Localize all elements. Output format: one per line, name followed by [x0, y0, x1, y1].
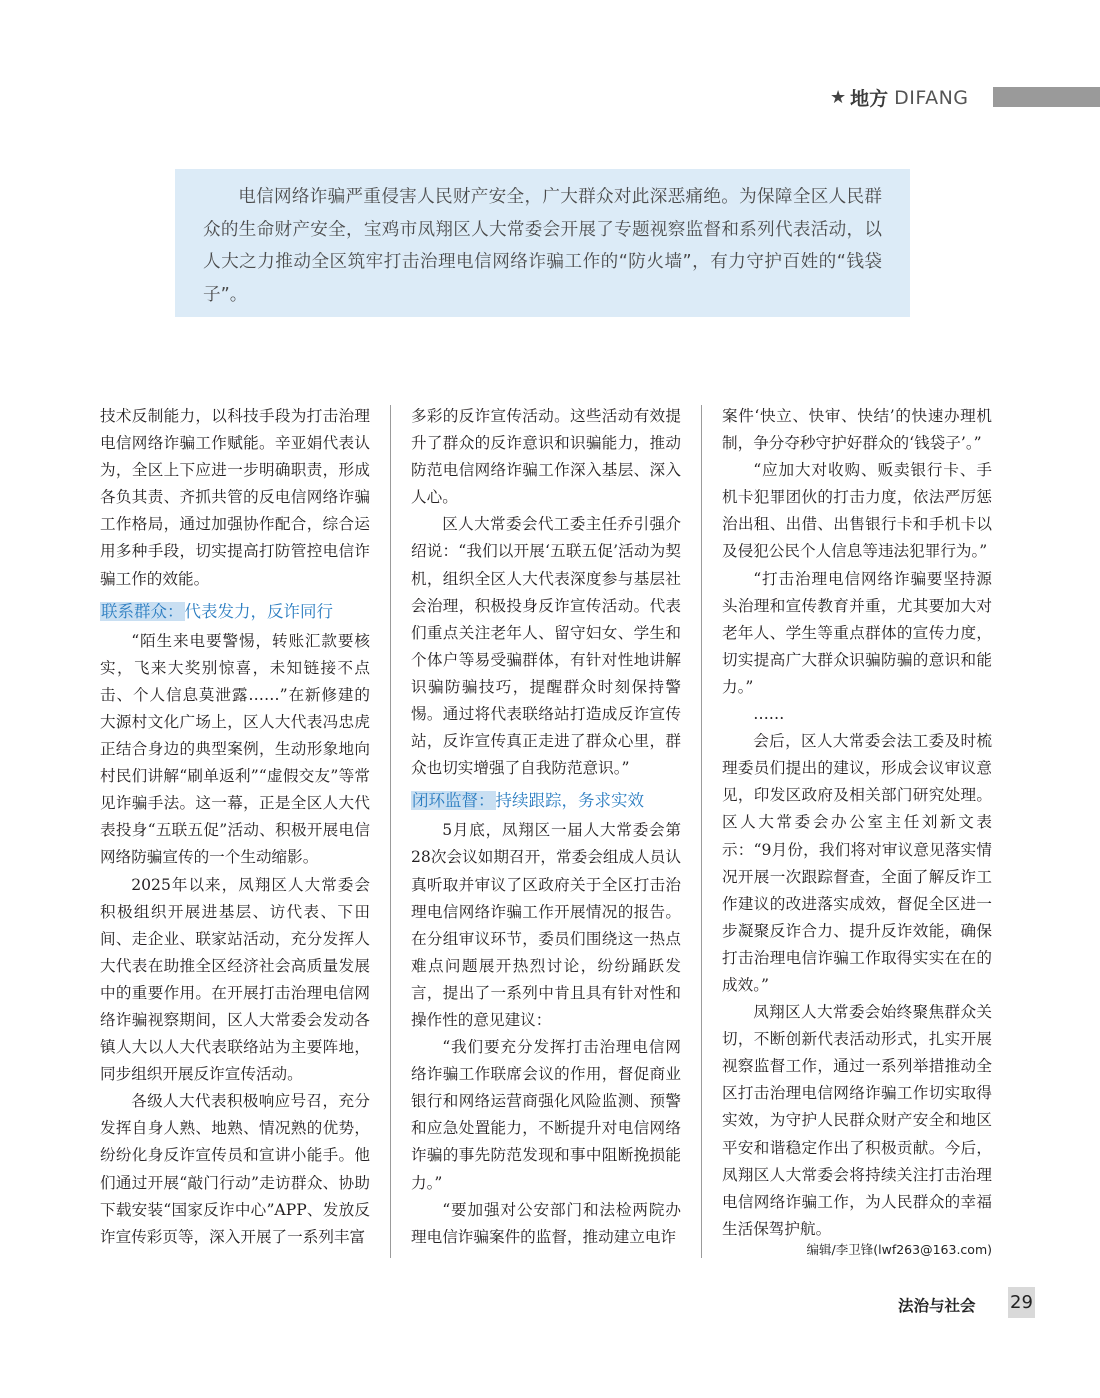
paragraph: 5月底，凤翔区一届人大常委会第28次会议如期召开，常委会组成人员认真听取并审议了区政府关于全区打击治理电信网络诈骗工作开展情况的报告。在分组审议环节，委员们围绕这一热点难点问题展开热烈讨论，纷纷踊跃发言，提出了一系列中肯且具有针对性和操作性的意见建议：	[411, 821, 681, 1029]
editor-credit: 编辑/李卫锋(lwf263@163.com)	[806, 1242, 992, 1257]
subheading-contact-masses	[100, 600, 370, 624]
paragraph: “我们要充分发挥打击治理电信网络诈骗工作联席会议的作用，督促商业银行和网络运营商强化风险监测、预警和应急处置能力，不断提升对电信网络诈骗的事先防范发现和事中阻断挽损能力。”	[411, 1038, 681, 1192]
paragraph: 技术反制能力，以科技手段为打击治理电信网络诈骗工作赋能。辛亚娟代表认为，全区上下应进一步明确职责，形成各负其责、齐抓共管的反电信网络诈骗工作格局，通过加强协作配合，综合运用多种手段，切实提高打防管控电信诈骗工作的效能。	[100, 407, 370, 588]
subheading-highlight: 联系群众：	[101, 601, 184, 621]
star-icon: ★	[830, 87, 847, 108]
paragraph: 多彩的反诈宣传活动。这些活动有效提升了群众的反诈意识和识骗能力，推动防范电信网络诈骗工作深入基层、深入人心。	[411, 407, 681, 507]
paragraph: “打击治理电信网络诈骗要坚持源头治理和宣传教育并重，尤其要加大对老年人、学生等重点群体的宣传力度，切实提高广大群众识骗防骗的意识和能力。”	[722, 569, 992, 696]
magazine-name: 法治与社会	[898, 1297, 976, 1315]
paragraph: 区人大常委会代工委主任乔引强介绍说：“我们以开展‘五联五促’活动为契机，组织全区人大代表深度参与基层社会治理，积极投身反诈宣传活动。代表们重点关注老年人、留守妇女、学生和个体户等易受骗群体，有针对性地讲解识骗防骗技巧，提醒群众时刻保持警惕。通过将代表联络站打造成反诈宣传站，反诈宣传真正走进了群众心里，群众也切实增强了自我防范意识。”	[411, 515, 681, 778]
paragraph: 各级人大代表积极响应号召，充分发挥自身人熟、地熟、情况熟的优势，纷纷化身反诈宣传员和宣讲小能手。他们通过开展“敲门行动”走访群众、协助下载安装“国家反诈中心”APP、发放反诈宣传彩页等，深入开展了一系列丰富	[100, 1092, 370, 1246]
section-name-pinyin: DIFANG	[894, 86, 969, 109]
article-column-3	[722, 403, 992, 1263]
subheading-text: 持续跟踪，务求实效	[495, 791, 644, 811]
paragraph: “要加强对公安部门和法检两院办理电信诈骗案件的监督，推动建立电诈	[411, 1200, 681, 1246]
paragraph: 案件‘快立、快审、快结’的快速办理机制，争分夺秒守护好群众的‘钱袋子’。”	[722, 407, 992, 453]
paragraph: ……	[753, 705, 785, 724]
page-number: 29	[1008, 1287, 1035, 1318]
paragraph: 会后，区人大常委会法工委及时梳理委员们提出的建议，形成会议审议意见，印发区政府及相关部门研究处理。区人大常委会办公室主任刘新文表示：“9月份，我们将对审议意见落实情况开展一次跟踪督查，全面了解反诈工作建议的改进落实成效，督促全区进一步凝聚反诈合力、提升反诈效能，确保打击治理电信诈骗工作取得实实在在的成效。”	[722, 732, 992, 994]
intro-box	[175, 169, 910, 317]
intro-text: 电信网络诈骗严重侵害人民财产安全，广大群众对此深恶痛绝。为保障全区人民群众的生命财产安全，宝鸡市凤翔区人大常委会开展了专题视察监督和系列代表活动，以人大之力推动全区筑牢打击治理电信网络诈骗工作的“防火墙”，有力守护百姓的“钱袋子”。	[203, 187, 882, 305]
article-column-2	[411, 403, 681, 1263]
section-bar	[993, 87, 1100, 107]
column-divider	[701, 405, 702, 1258]
subheading-highlight: 闭环监督：	[412, 791, 495, 811]
section-name: 地方	[850, 88, 889, 110]
paragraph: 2025年以来，凤翔区人大常委会积极组织开展进基层、访代表、下田间、走企业、联家站活动，充分发挥人大代表在助推全区经济社会高质量发展中的重要作用。在开展打击治理电信网络诈骗视察期间，区人大常委会发动各镇人大以人大代表联络站为主要阵地，同步组织开展反诈宣传活动。	[100, 875, 370, 1084]
paragraph: 凤翔区人大常委会始终聚焦群众关切，不断创新代表活动形式，扎实开展视察监督工作，通过一系列举措推动全区打击治理电信网络诈骗工作切实取得实效，为守护人民群众财产安全和地区平安和谐稳定作出了积极贡献。今后，凤翔区人大常委会将持续关注打击治理电信网络诈骗工作，为人民群众的幸福生活保驾护航。	[722, 1003, 992, 1238]
article-column-1	[100, 403, 370, 1263]
section-tag	[830, 84, 969, 111]
subheading-text: 代表发力，反诈同行	[184, 601, 333, 621]
column-divider	[390, 405, 391, 1258]
paragraph: “陌生来电要警惕，转账汇款要核实，飞来大奖别惊喜，未知链接不点击、个人信息莫泄露……”在新修建的大源村文化广场上，区人大代表冯忠虎正结合身边的典型案例，生动形象地向村民们讲解“刷单返利”“虚假交友”等常见诈骗手法。这一幕，正是全区人大代表投身“五联五促”活动、积极开展电信网络防骗宣传的一个生动缩影。	[100, 631, 370, 867]
subheading-closed-loop-supervision	[411, 789, 681, 813]
paragraph: “应加大对收购、贩卖银行卡、手机卡犯罪团伙的打击力度，依法严厉惩治出租、出借、出售银行卡和手机卡以及侵犯公民个人信息等违法犯罪行为。”	[722, 461, 992, 561]
